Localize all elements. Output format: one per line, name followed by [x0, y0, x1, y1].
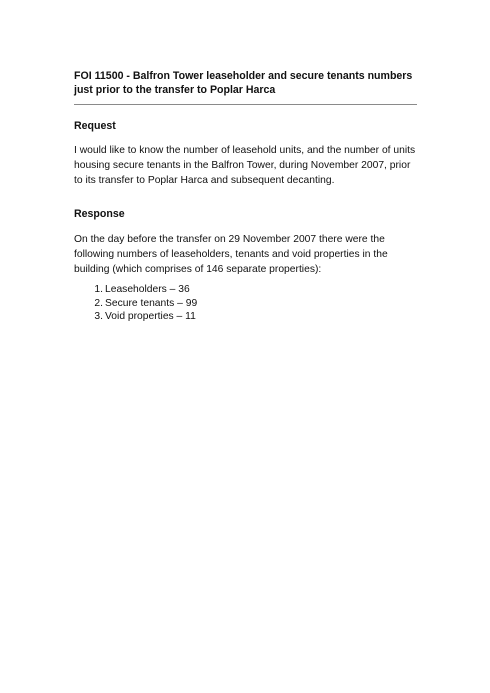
- request-text: I would like to know the number of leasehold units, and the number of units housing secure tenants in the Balfron Tower, during November 2007, prior to its transfer to Poplar Harca and subsequent decanting.: [74, 145, 416, 187]
- list-item: [74, 297, 197, 311]
- list-item-number: 1.: [94, 284, 103, 295]
- response-list: [74, 283, 197, 324]
- list-item-text: Leaseholders – 36: [105, 284, 190, 295]
- list-item-number: 3.: [94, 311, 103, 322]
- list-item-text: Secure tenants – 99: [105, 297, 198, 309]
- list-item-text: Void properties – 11: [105, 311, 196, 322]
- document-title: FOI 11500 - Balfron Tower leaseholder and secure tenants numbers just prior to the transfer to Poplar Harca: [74, 70, 413, 96]
- list-item: [74, 310, 197, 324]
- response-text: On the day before the transfer on 29 November 2007 there were the following numbers of leaseholders, tenants and void properties in the building (which comprises of 146 separate properties):: [74, 234, 388, 276]
- list-item: [74, 283, 197, 297]
- response-heading: Response: [74, 208, 125, 220]
- request-heading: Request: [74, 120, 116, 132]
- list-item-number: 2.: [94, 297, 103, 309]
- title-divider: [74, 104, 417, 105]
